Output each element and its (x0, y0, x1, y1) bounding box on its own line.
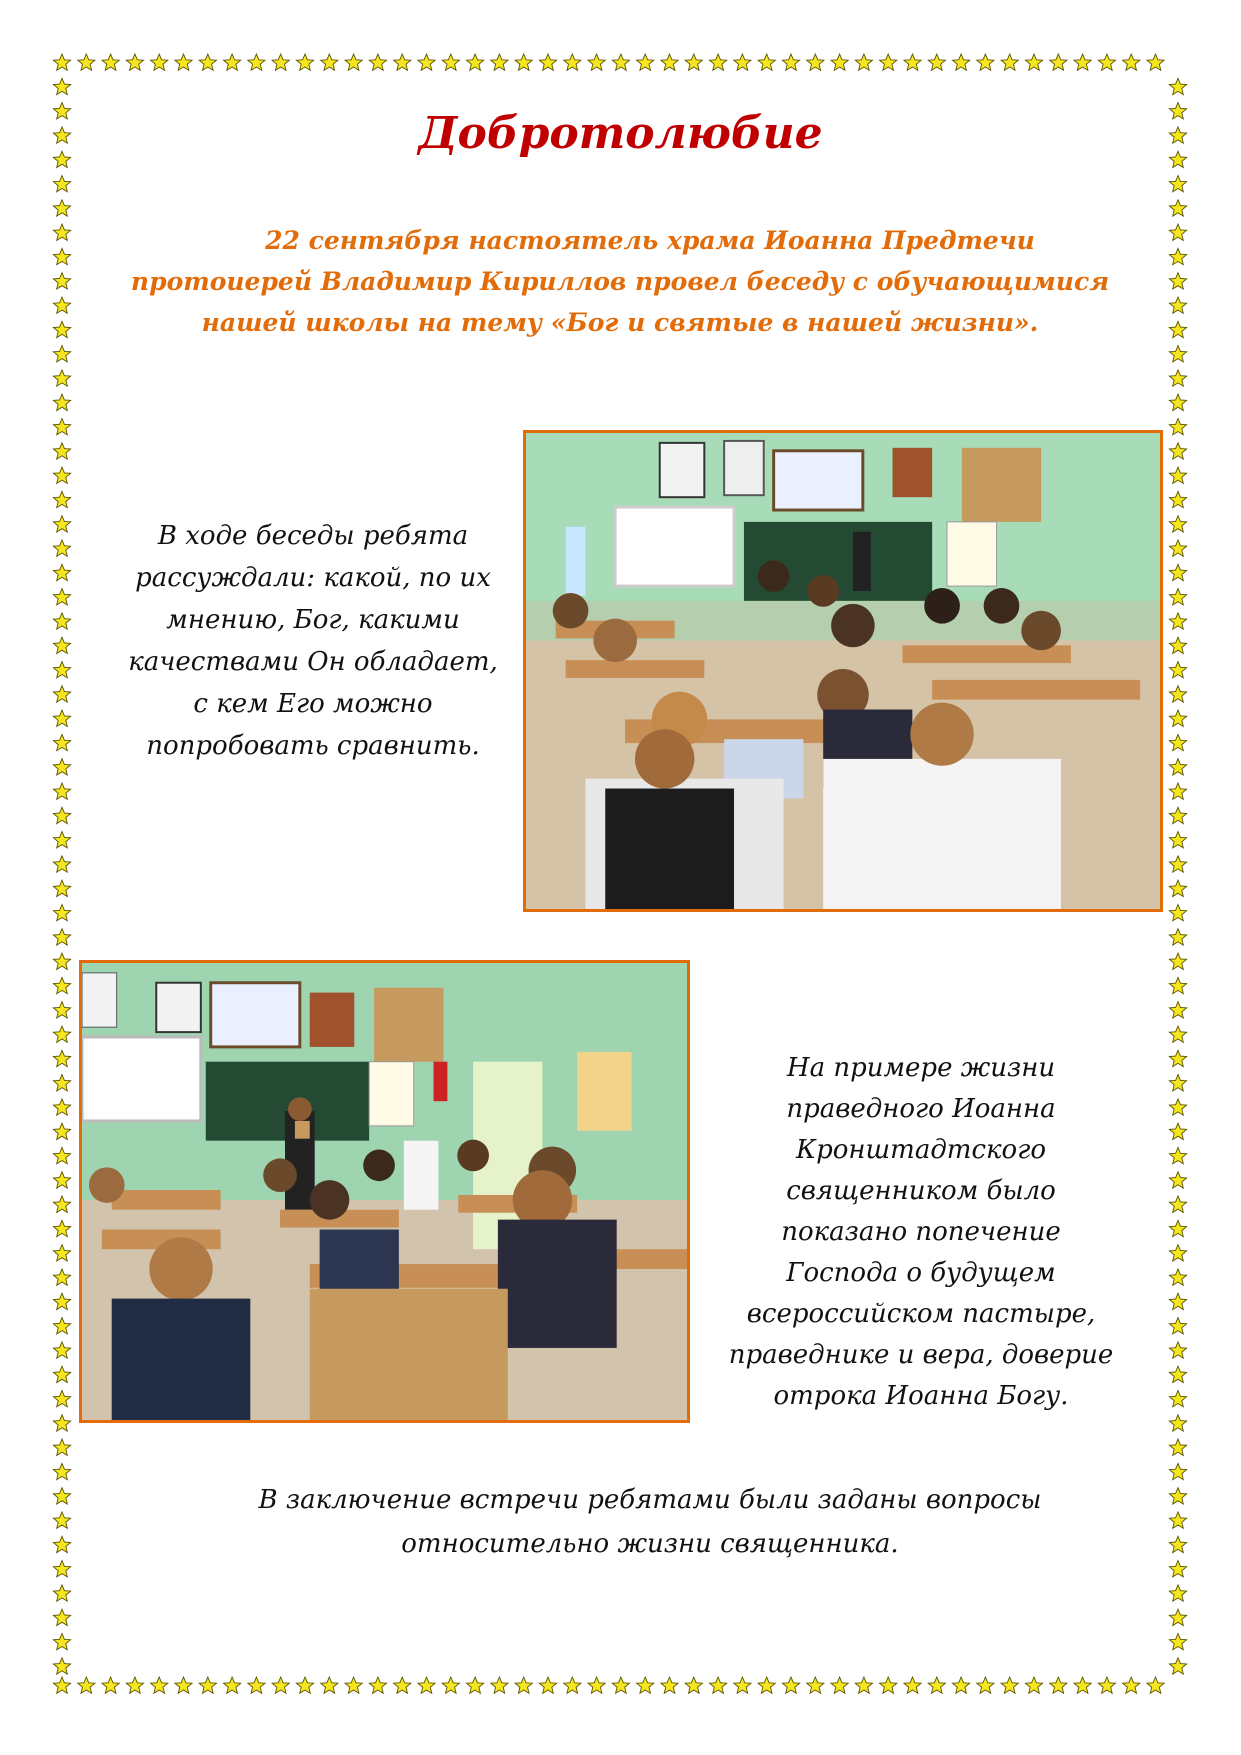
star-icon (53, 1366, 70, 1382)
star-icon (977, 1677, 994, 1693)
star-icon (1169, 1075, 1186, 1091)
star-icon (1169, 1439, 1186, 1455)
star-icon (53, 1123, 70, 1139)
star-icon (1169, 78, 1186, 94)
star-icon (53, 905, 70, 921)
star-icon (1169, 1391, 1186, 1407)
star-icon (782, 54, 799, 70)
classroom-photo-icon (526, 433, 1160, 909)
classroom-photo-2 (79, 960, 690, 1423)
star-icon (1169, 200, 1186, 216)
star-icon (272, 1677, 289, 1693)
star-icon (418, 1677, 435, 1693)
star-icon (1169, 1099, 1186, 1115)
star-icon (1169, 977, 1186, 993)
star-icon (1169, 224, 1186, 240)
star-icon (1169, 710, 1186, 726)
star-icon (1169, 1026, 1186, 1042)
star-icon (467, 1677, 484, 1693)
star-icon (53, 78, 70, 94)
star-icon (1025, 54, 1042, 70)
star-icon (1050, 54, 1067, 70)
star-icon (53, 1293, 70, 1309)
star-icon (539, 1677, 556, 1693)
star-icon (53, 321, 70, 337)
star-icon (1169, 589, 1186, 605)
star-icon (1169, 929, 1186, 945)
star-icon (394, 1677, 411, 1693)
star-icon (1169, 1050, 1186, 1066)
star-icon (1169, 1196, 1186, 1212)
star-icon (53, 1609, 70, 1625)
star-icon (175, 54, 192, 70)
star-icon (1169, 1172, 1186, 1188)
star-icon (1169, 394, 1186, 410)
paragraph-1: В ходе беседы ребята рассуждали: какой, по их мнению, Бог, какими качествами Он обладает, с кем Его можно попробовать сравнить. (128, 521, 498, 761)
star-icon (515, 1677, 532, 1693)
star-icon (1098, 54, 1115, 70)
star-icon (831, 54, 848, 70)
star-icon (1169, 321, 1186, 337)
page-title: Добротолюбие (418, 108, 823, 159)
star-icon (467, 54, 484, 70)
star-icon (1169, 759, 1186, 775)
star-icon (53, 176, 70, 192)
star-icon (685, 54, 702, 70)
paragraph-3: В заключение встречи ребятами были заданы вопросы относительно жизни священника. (258, 1485, 1042, 1559)
star-icon (1169, 419, 1186, 435)
star-icon (1169, 1293, 1186, 1309)
star-icon (102, 1677, 119, 1693)
star-icon (1169, 1609, 1186, 1625)
star-icon (53, 734, 70, 750)
star-icon (515, 54, 532, 70)
star-icon (53, 1026, 70, 1042)
star-icon (53, 637, 70, 653)
star-icon (345, 54, 362, 70)
star-icon (53, 1512, 70, 1528)
star-icon (1169, 564, 1186, 580)
star-icon (53, 1463, 70, 1479)
star-icon (1169, 856, 1186, 872)
star-icon (953, 1677, 970, 1693)
star-icon (1169, 297, 1186, 313)
star-icon (1169, 467, 1186, 483)
star-icon (53, 54, 70, 70)
star-icon (53, 1075, 70, 1091)
star-icon (53, 1677, 70, 1693)
classroom-photo-1 (523, 430, 1163, 912)
star-icon (53, 491, 70, 507)
star-icon (53, 1585, 70, 1601)
star-icon (564, 54, 581, 70)
star-icon (78, 54, 95, 70)
star-icon (53, 1391, 70, 1407)
star-icon (53, 224, 70, 240)
star-icon (53, 832, 70, 848)
star-icon (1169, 832, 1186, 848)
star-icon (53, 1148, 70, 1164)
star-icon (1169, 1561, 1186, 1577)
star-icon (369, 1677, 386, 1693)
star-icon (1169, 1269, 1186, 1285)
star-icon (248, 1677, 265, 1693)
star-icon (272, 54, 289, 70)
star-icon (977, 54, 994, 70)
star-icon (1169, 880, 1186, 896)
star-icon (1169, 248, 1186, 264)
star-icon (1169, 905, 1186, 921)
star-icon (880, 1677, 897, 1693)
star-icon (53, 1561, 70, 1577)
star-icon (1169, 1512, 1186, 1528)
star-icon (53, 1634, 70, 1650)
star-icon (53, 273, 70, 289)
star-icon (637, 54, 654, 70)
star-icon (53, 1415, 70, 1431)
star-icon (1147, 1677, 1164, 1693)
star-icon (53, 977, 70, 993)
star-icon (53, 880, 70, 896)
star-icon (53, 662, 70, 678)
star-icon (394, 54, 411, 70)
star-icon (1123, 54, 1140, 70)
star-icon (1169, 1415, 1186, 1431)
star-icon (491, 54, 508, 70)
star-icon (1169, 734, 1186, 750)
star-icon (126, 54, 143, 70)
star-icon (175, 1677, 192, 1693)
star-icon (53, 467, 70, 483)
star-icon (53, 953, 70, 969)
star-icon (734, 1677, 751, 1693)
star-icon (418, 54, 435, 70)
star-icon (1169, 370, 1186, 386)
star-icon (1169, 1536, 1186, 1552)
star-icon (248, 54, 265, 70)
star-icon (321, 54, 338, 70)
star-icon (1169, 1366, 1186, 1382)
star-icon (1169, 1342, 1186, 1358)
star-icon (199, 1677, 216, 1693)
star-icon (855, 54, 872, 70)
star-icon (53, 297, 70, 313)
star-icon (1169, 783, 1186, 799)
star-icon (442, 1677, 459, 1693)
star-icon (53, 1245, 70, 1261)
star-icon (1169, 1463, 1186, 1479)
star-icon (612, 54, 629, 70)
star-icon (1169, 1634, 1186, 1650)
star-icon (1169, 953, 1186, 969)
star-icon (296, 1677, 313, 1693)
star-icon (345, 1677, 362, 1693)
star-icon (710, 54, 727, 70)
star-icon (53, 248, 70, 264)
star-icon (807, 1677, 824, 1693)
star-icon (1025, 1677, 1042, 1693)
star-icon (855, 1677, 872, 1693)
star-icon (685, 1677, 702, 1693)
star-icon (1169, 443, 1186, 459)
star-icon (588, 1677, 605, 1693)
star-icon (1001, 54, 1018, 70)
star-icon (1169, 176, 1186, 192)
star-icon (1098, 1677, 1115, 1693)
star-icon (612, 1677, 629, 1693)
star-icon (442, 54, 459, 70)
star-icon (491, 1677, 508, 1693)
star-icon (151, 54, 168, 70)
star-icon (53, 1269, 70, 1285)
star-icon (53, 1318, 70, 1334)
star-icon (904, 1677, 921, 1693)
star-icon (880, 54, 897, 70)
star-icon (1169, 1123, 1186, 1139)
star-icon (53, 443, 70, 459)
star-icon (53, 1342, 70, 1358)
star-icon (782, 1677, 799, 1693)
intro-paragraph (130, 220, 1110, 343)
star-icon (1147, 54, 1164, 70)
star-icon (78, 1677, 95, 1693)
intro-text: 22 сентября настоятель храма Иоанна Предтечи протоиерей Владимир Кириллов провел беседу с обучающимися нашей школы на тему «Бог и святые в нашей жизни». (130, 226, 1110, 337)
classroom-photo-icon (82, 963, 687, 1420)
star-icon (564, 1677, 581, 1693)
star-icon (53, 807, 70, 823)
star-icon (199, 54, 216, 70)
star-icon (1169, 1148, 1186, 1164)
star-icon (1169, 540, 1186, 556)
star-icon (53, 613, 70, 629)
star-icon (1074, 54, 1091, 70)
star-icon (1123, 1677, 1140, 1693)
star-icon (53, 1196, 70, 1212)
star-icon (1169, 516, 1186, 532)
star-icon (1074, 1677, 1091, 1693)
star-icon (53, 759, 70, 775)
star-icon (369, 54, 386, 70)
star-icon (321, 1677, 338, 1693)
star-icon (1001, 1677, 1018, 1693)
star-icon (1169, 273, 1186, 289)
star-icon (1169, 1002, 1186, 1018)
star-icon (1169, 1585, 1186, 1601)
star-icon (102, 54, 119, 70)
star-icon (53, 1536, 70, 1552)
star-icon (710, 1677, 727, 1693)
star-icon (151, 1677, 168, 1693)
star-icon (1169, 1245, 1186, 1261)
star-icon (1169, 686, 1186, 702)
star-icon (758, 1677, 775, 1693)
star-icon (53, 1488, 70, 1504)
star-icon (928, 54, 945, 70)
star-icon (224, 1677, 241, 1693)
star-icon (53, 1658, 70, 1674)
star-icon (661, 1677, 678, 1693)
star-icon (1169, 1318, 1186, 1334)
star-icon (53, 1439, 70, 1455)
star-icon (831, 1677, 848, 1693)
star-icon (53, 589, 70, 605)
star-icon (53, 1172, 70, 1188)
star-icon (53, 200, 70, 216)
star-icon (637, 1677, 654, 1693)
star-icon (1169, 637, 1186, 653)
star-icon (53, 1220, 70, 1236)
star-icon (53, 929, 70, 945)
star-icon (1050, 1677, 1067, 1693)
star-icon (53, 419, 70, 435)
star-icon (53, 856, 70, 872)
star-icon (224, 54, 241, 70)
star-icon (1169, 1488, 1186, 1504)
star-icon (53, 1002, 70, 1018)
star-icon (1169, 346, 1186, 362)
star-icon (928, 1677, 945, 1693)
star-icon (53, 516, 70, 532)
star-icon (1169, 807, 1186, 823)
star-icon (758, 54, 775, 70)
star-icon (734, 54, 751, 70)
star-icon (53, 346, 70, 362)
star-icon (53, 686, 70, 702)
star-icon (953, 54, 970, 70)
star-icon (296, 54, 313, 70)
star-icon (1169, 613, 1186, 629)
star-icon (53, 1050, 70, 1066)
star-icon (1169, 491, 1186, 507)
star-icon (53, 540, 70, 556)
star-icon (53, 783, 70, 799)
star-icon (53, 394, 70, 410)
star-icon (126, 1677, 143, 1693)
paragraph-2: На примере жизни праведного Иоанна Кронштадтского священником было показано попечение Господа о будущем всероссийском пастыре, праведнике и вера, доверие отрока Иоанна Богу. (728, 1053, 1114, 1411)
star-icon (1169, 1658, 1186, 1674)
star-icon (661, 54, 678, 70)
star-icon (807, 54, 824, 70)
star-icon (1169, 662, 1186, 678)
star-icon (1169, 1220, 1186, 1236)
star-icon (904, 54, 921, 70)
star-icon (53, 710, 70, 726)
star-icon (588, 54, 605, 70)
star-icon (53, 370, 70, 386)
star-icon (53, 564, 70, 580)
star-icon (539, 54, 556, 70)
star-icon (53, 1099, 70, 1115)
